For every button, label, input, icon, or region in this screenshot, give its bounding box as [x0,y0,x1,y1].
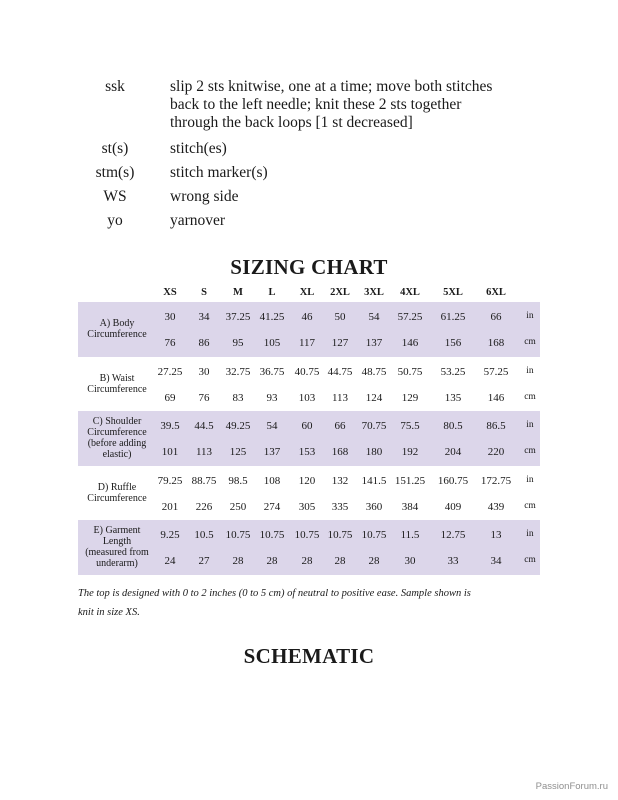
inch-value: 151.25 [394,474,426,487]
cm-value: 125 [229,446,247,458]
cm-value: 146 [487,391,505,404]
cm-value: 220 [487,446,505,458]
row-label-line: Circumference [87,492,147,504]
inch-value: 10.5 [194,529,214,541]
watermark: PassionForum.ru [535,781,608,792]
inch-value: 86.5 [486,420,506,432]
note-line: knit in size XS. [78,607,140,618]
cm-value: 33 [447,555,459,567]
row-label-line: E) Garment [93,525,141,537]
inch-value: 46 [301,311,313,323]
inch-value: 11.5 [400,529,420,541]
cm-value: 168 [331,446,349,458]
cm-value: 137 [365,337,383,349]
row-label-line: Length [102,536,132,548]
unit-label: cm [524,555,536,565]
inch-value: 61.25 [440,311,466,323]
size-header: 3XL [364,287,384,298]
inch-value: 54 [266,420,278,432]
cm-value: 156 [444,337,462,349]
inch-value: 36.75 [259,365,285,378]
size-header: XS [163,287,177,298]
inch-value: 132 [331,474,349,487]
inch-value: 80.5 [443,420,463,432]
size-header: XL [299,287,315,298]
cm-value: 30 [404,555,416,567]
cm-value: 250 [229,500,247,513]
cm-value: 28 [368,555,380,567]
unit-label: cm [524,337,536,347]
cm-value: 34 [490,555,502,567]
inch-value: 30 [198,365,210,378]
row-label-line: B) Waist [99,372,135,384]
inch-value: 27.25 [157,365,183,378]
inch-value: 50.75 [397,365,423,378]
inch-value: 49.25 [225,420,251,432]
row-label-line: Circumference [87,383,147,395]
row-label-line: elastic) [102,449,132,461]
row-label-line: (measured from [85,547,149,559]
cm-value: 124 [365,391,383,404]
inch-value: 48.75 [361,365,387,378]
unit-label: in [526,311,534,321]
inch-value: 10.75 [225,529,251,541]
inch-value: 54 [368,311,380,323]
inch-value: 141.5 [361,474,387,487]
unit-label: cm [524,391,536,402]
inch-value: 10.75 [259,529,285,541]
inch-value: 57.25 [397,311,423,323]
cm-value: 360 [365,500,383,513]
cm-value: 28 [232,555,244,567]
abbreviation-term: st(s) [101,140,129,157]
note-line: The top is designed with 0 to 2 inches (0 to 5 cm) of neutral to positive ease. Sample shown is [78,588,471,599]
size-header: L [268,287,276,298]
unit-label: cm [524,446,536,456]
cm-value: 117 [298,337,316,349]
inch-value: 10.75 [294,529,320,541]
cm-value: 305 [298,500,316,513]
cm-value: 226 [195,500,213,513]
cm-value: 335 [331,500,349,513]
size-header: 6XL [486,287,506,298]
inch-value: 30 [164,311,176,323]
cm-value: 146 [401,337,419,349]
definition-line: slip 2 sts knitwise, one at a time; move both stitches [170,78,493,95]
row-label [80,466,154,521]
row-label-line: (before adding [87,438,147,450]
schematic-title: SCHEMATIC [243,644,375,668]
row-label [80,520,154,575]
inch-value: 9.25 [160,529,180,541]
unit-label: in [526,529,534,539]
inch-value: 10.75 [361,529,387,541]
row-label-line: underarm) [96,558,138,570]
cm-value: 103 [298,391,316,404]
row-label [80,357,154,412]
size-header: M [233,287,243,298]
abbreviation-term: stm(s) [95,164,135,181]
inch-value: 172.75 [480,474,512,487]
inch-value: 34 [198,311,210,323]
unit-label: in [526,474,534,485]
cm-value: 409 [444,500,462,513]
abbreviation-definition: stitch marker(s) [170,164,268,181]
inch-value: 32.75 [225,365,251,378]
cm-value: 86 [198,337,210,349]
sizing-chart-table [78,283,540,575]
cm-value: 28 [334,555,346,567]
row-label-line: Circumference [87,427,147,439]
abbreviation-term: WS [103,188,127,205]
inch-value: 57.25 [483,365,509,378]
inch-value: 39.5 [160,420,180,432]
inch-value: 98.5 [228,474,248,487]
row-label-line: D) Ruffle [97,481,137,493]
cm-value: 129 [401,391,419,404]
cm-value: 95 [232,337,244,349]
cm-value: 168 [487,337,505,349]
inch-value: 108 [263,474,281,487]
cm-value: 127 [331,337,349,349]
sizing-chart-title: SIZING CHART [230,255,388,279]
inch-value: 12.75 [440,529,466,541]
cm-value: 27 [198,555,210,567]
abbreviation-definition: yarnover [170,212,226,229]
size-header: 4XL [400,287,420,298]
inch-value: 40.75 [294,365,320,378]
cm-value: 76 [164,337,176,349]
cm-value: 153 [298,446,316,458]
size-header: 5XL [443,287,463,298]
row-label [80,302,154,357]
inch-value: 66 [490,311,502,323]
unit-label: in [526,365,534,376]
abbreviation-definition [170,78,540,132]
inch-value: 120 [298,474,316,487]
inch-value: 50 [334,311,346,323]
size-header: S [201,287,207,298]
cm-value: 274 [263,500,281,513]
size-header: 2XL [330,287,350,298]
unit-label: cm [524,500,536,511]
abbreviation-definition: wrong side [170,188,239,205]
cm-value: 192 [401,446,419,458]
cm-value: 69 [164,391,176,404]
inch-value: 79.25 [157,474,183,487]
abbreviation-term: ssk [105,78,125,95]
definition-line: through the back loops [1 st decreased] [170,114,413,131]
inch-value: 13 [490,529,502,541]
cm-value: 93 [266,391,278,404]
cm-value: 204 [444,446,462,458]
row-label-line: C) Shoulder [92,416,142,428]
cm-value: 137 [263,446,281,458]
inch-value: 75.5 [400,420,420,432]
unit-label: in [526,420,534,430]
inch-value: 60 [301,420,313,432]
inch-value: 88.75 [191,474,217,487]
row-label [80,411,154,466]
abbreviation-definition: stitch(es) [170,140,227,157]
inch-value: 53.25 [440,365,466,378]
cm-value: 113 [195,446,213,458]
inch-value: 70.75 [361,420,387,432]
cm-value: 101 [161,446,179,458]
abbreviation-term: yo [107,212,123,229]
definition-line: back to the left needle; knit these 2 sts together [170,96,462,113]
row-label-line: A) Body [99,318,135,330]
cm-value: 113 [331,391,349,404]
cm-value: 28 [266,555,278,567]
inch-value: 10.75 [327,529,353,541]
row-label-line: Circumference [87,329,147,341]
inch-value: 37.25 [225,311,251,323]
inch-value: 160.75 [437,474,469,487]
cm-value: 24 [164,555,176,567]
cm-value: 28 [301,555,313,567]
cm-value: 83 [232,391,244,404]
cm-value: 201 [161,500,179,513]
inch-value: 66 [334,420,346,432]
cm-value: 384 [401,500,419,513]
inch-value: 41.25 [259,311,285,323]
inch-value: 44.5 [194,420,214,432]
cm-value: 180 [365,446,383,458]
cm-value: 105 [263,337,281,349]
cm-value: 76 [198,391,210,404]
cm-value: 135 [444,391,462,404]
ease-note [78,584,538,622]
inch-value: 44.75 [327,365,353,378]
cm-value: 439 [487,500,505,513]
